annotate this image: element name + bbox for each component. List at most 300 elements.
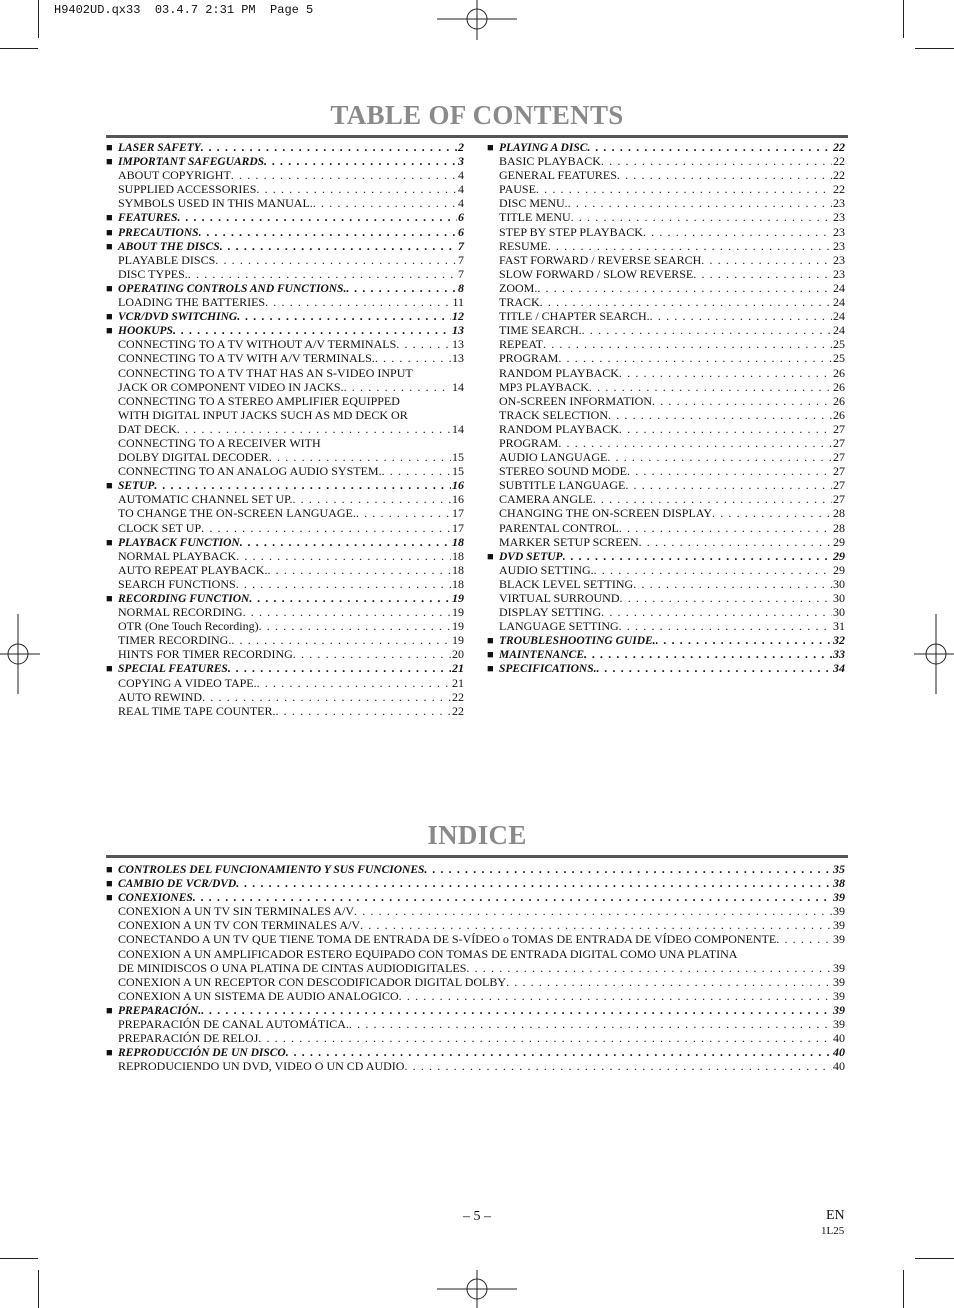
page-number: – 5 – [463, 1209, 491, 1224]
entry-page-number: 25 [833, 351, 845, 366]
entry-page-number: 24 [833, 323, 845, 338]
dot-leader [249, 591, 451, 605]
toc-entry [487, 535, 845, 549]
toc-entry [106, 196, 464, 210]
dot-leader [349, 1017, 832, 1031]
entry-page-number: 22 [833, 140, 845, 154]
entry-label: PLAYING A DISC [499, 142, 588, 154]
entry-label: DISPLAY SETTING [499, 605, 602, 620]
entry-label: CAMBIO DE VCR/DVD [118, 878, 237, 891]
toc-section-entry [487, 140, 845, 154]
toc-section-entry [106, 535, 464, 549]
toc-section-entry [106, 478, 464, 492]
toc-entry [487, 295, 845, 309]
entry-page-number: 22 [833, 154, 845, 169]
entry-label: FAST FORWARD / REVERSE SEARCH [499, 252, 702, 267]
entry-page-number: 39 [833, 1017, 845, 1032]
dot-leader [199, 225, 457, 239]
entry-page-number: 19 [452, 633, 464, 648]
entry-page-number: 27 [833, 421, 845, 436]
entry-label: WITH DIGITAL INPUT JACKS SUCH AS MD DECK OR [118, 407, 408, 422]
registration-mark-icon [0, 614, 40, 694]
toc-entry [106, 267, 464, 281]
entry-label: VIRTUAL SURROUND [499, 591, 620, 605]
entry-page-number: 18 [452, 548, 464, 563]
dot-leader [608, 408, 832, 422]
entry-page-number: 20 [452, 647, 464, 662]
entry-page-number: 40 [833, 1031, 845, 1046]
toc-entry [487, 351, 845, 365]
entry-page-number: 7 [458, 266, 464, 281]
entry-page-number: 31 [833, 619, 845, 634]
entry-label: HOOKUPS [118, 325, 173, 338]
dot-leader [596, 661, 832, 675]
entry-page-number: 14 [452, 379, 464, 394]
dot-leader [215, 253, 457, 267]
entry-page-number: 17 [452, 506, 464, 521]
entry-page-number: 22 [452, 689, 464, 704]
entry-label: DAT DECK [118, 421, 177, 436]
dot-leader [360, 918, 832, 932]
square-bullet-icon: ■ [106, 892, 113, 905]
square-bullet-icon: ■ [106, 480, 113, 493]
dot-leader [543, 337, 832, 351]
dot-leader [313, 196, 457, 210]
entry-page-number: 24 [833, 280, 845, 295]
toc-entry [487, 267, 845, 281]
toc-section-entry [106, 140, 464, 154]
crop-mark [903, 0, 904, 38]
entry-page-number: 39 [833, 1002, 845, 1017]
entry-page-number: 39 [833, 988, 845, 1003]
entry-page-number: 19 [452, 619, 464, 634]
entry-label: CONEXIONES [118, 892, 193, 905]
entry-page-number: 16 [452, 478, 464, 493]
toc-section-entry [487, 549, 845, 563]
crop-mark [38, 0, 39, 38]
entry-page-number: 3 [458, 154, 464, 169]
toc-section-entry [106, 281, 464, 295]
toc-title-rule [106, 135, 848, 138]
entry-page-number: 18 [452, 576, 464, 591]
entry-label: PREPARACIÓN DE RELOJ [118, 1031, 259, 1046]
toc-entry [487, 380, 845, 394]
entry-page-number: 11 [452, 295, 464, 310]
entry-label: RANDOM PLAYBACK [499, 365, 619, 380]
entry-page-number: 32 [833, 633, 845, 648]
dot-leader [256, 182, 457, 196]
entry-page-number: 23 [833, 238, 845, 253]
dot-leader [177, 422, 451, 436]
entry-label: CONECTANDO A UN TV QUE TIENE TOMA DE ENTRADA DE S-VÍDEO o TOMAS DE ENTRADA DE VÍDEO COMPONENTE [118, 932, 777, 947]
entry-label: TRACK SELECTION [499, 407, 608, 422]
toc-section-entry [106, 661, 464, 675]
entry-page-number: 39 [833, 904, 845, 919]
entry-page-number: 13 [452, 337, 464, 352]
entry-label: TITLE / CHAPTER SEARCH. [499, 309, 650, 324]
toc-entry [106, 690, 464, 704]
entry-label: AUDIO SETTING. [499, 562, 594, 577]
entry-page-number: 26 [833, 365, 845, 380]
dot-leader [536, 182, 832, 196]
dot-leader [712, 506, 832, 520]
square-bullet-icon: ■ [106, 878, 113, 891]
square-bullet-icon: ■ [106, 240, 113, 253]
square-bullet-icon: ■ [487, 649, 494, 662]
toc-right-column [487, 140, 845, 676]
indice-list [106, 862, 845, 1073]
toc-entry [106, 704, 464, 718]
dot-leader [589, 380, 832, 394]
toc-entry [106, 605, 464, 619]
entry-page-number: 26 [833, 407, 845, 422]
toc-entry [106, 904, 845, 918]
toc-entry [106, 182, 464, 196]
entry-label: PLAYBACK FUNCTION [118, 536, 240, 549]
entry-label: MP3 PLAYBACK [499, 379, 589, 394]
entry-label: SETUP [118, 480, 155, 493]
entry-page-number: 2 [458, 140, 464, 154]
square-bullet-icon: ■ [487, 663, 494, 676]
entry-page-number: 23 [833, 196, 845, 211]
toc-section-entry [106, 1045, 845, 1059]
entry-page-number: 27 [833, 450, 845, 465]
dot-leader [346, 281, 457, 295]
dot-leader [643, 225, 832, 239]
dot-leader [607, 450, 832, 464]
entry-page-number: 15 [452, 464, 464, 479]
entry-label: CONEXION A UN AMPLIFICADOR ESTERO EQUIPADO CON TOMAS DE ENTRADA DIGITAL COMO UNA PLATINA [118, 946, 738, 961]
entry-page-number: 26 [833, 379, 845, 394]
toc-entry [106, 1031, 845, 1045]
toc-entry [106, 633, 464, 647]
entry-page-number: 8 [458, 280, 464, 295]
toc-entry [106, 492, 464, 506]
entry-page-number: 30 [833, 591, 845, 605]
toc-section-entry [106, 239, 464, 253]
toc-section-entry [106, 1003, 845, 1017]
entry-page-number: 28 [833, 506, 845, 521]
entry-label: SUPPLIED ACCESSORIES [118, 182, 257, 197]
dot-leader [625, 478, 832, 492]
entry-label: BASIC PLAYBACK [499, 154, 601, 169]
toc-entry [106, 506, 464, 520]
entry-page-number: 12 [452, 309, 464, 324]
dot-leader [558, 351, 832, 365]
dot-leader [548, 239, 832, 253]
entry-page-number: 22 [452, 703, 464, 718]
toc-entry [487, 366, 845, 380]
entry-label: DISC TYPES. [118, 266, 188, 281]
toc-entry [487, 196, 845, 210]
entry-page-number: 22 [833, 182, 845, 197]
entry-page-number: 28 [833, 520, 845, 535]
dot-leader [240, 535, 451, 549]
dot-leader [154, 478, 451, 492]
entry-label: ON-SCREEN INFORMATION [499, 393, 653, 408]
entry-page-number: 40 [833, 1045, 845, 1060]
dot-leader [259, 619, 451, 633]
toc-entry [106, 961, 845, 975]
dot-leader [563, 549, 832, 563]
entry-label: TO CHANGE THE ON-SCREEN LANGUAGE. [118, 506, 356, 521]
document-code: 1L25 [821, 1225, 845, 1237]
dot-leader [188, 267, 457, 281]
dot-leader [776, 932, 832, 946]
dot-leader [292, 492, 451, 506]
entry-label: COPYING A VIDEO TAPE. [118, 675, 257, 690]
entry-label: DOLBY DIGITAL DECODER [118, 450, 269, 465]
crop-mark [915, 48, 954, 49]
toc-section-entry [106, 890, 845, 904]
entry-label: NORMAL RECORDING [118, 605, 243, 620]
crop-mark [915, 1258, 954, 1259]
entry-page-number: 18 [452, 534, 464, 549]
dot-leader [619, 366, 832, 380]
toc-section-entry [106, 309, 464, 323]
entry-page-number: 24 [833, 309, 845, 324]
entry-label: OPERATING CONTROLS AND FUNCTIONS. [118, 282, 347, 295]
toc-entry [487, 337, 845, 351]
entry-page-number: 6 [458, 210, 464, 225]
entry-label: MAINTENANCE [499, 649, 584, 662]
entry-label: LANGUAGE SETTING [499, 619, 619, 634]
square-bullet-icon: ■ [106, 212, 113, 225]
toc-section-entry [106, 323, 464, 337]
entry-label: VCR/DVD SWITCHING [118, 311, 238, 324]
dot-leader [258, 1031, 832, 1045]
dot-leader [269, 450, 451, 464]
dot-leader [540, 295, 832, 309]
toc-entry [106, 521, 464, 535]
entry-label: ZOOM. [499, 280, 538, 295]
entry-label: AUTO REPEAT PLAYBACK. [118, 562, 268, 577]
entry-label: STEREO SOUND MODE [499, 464, 628, 479]
toc-entry [487, 253, 845, 267]
entry-page-number: 7 [458, 252, 464, 267]
entry-page-number: 22 [833, 168, 845, 183]
dot-leader [701, 253, 832, 267]
entry-label: MARKER SETUP SCREEN [499, 534, 639, 549]
entry-label: DE MINIDISCOS O UNA PLATINA DE CINTAS AUDIODIGITALES [118, 960, 467, 975]
toc-entry [487, 394, 845, 408]
dot-leader [201, 521, 451, 535]
dot-leader [633, 577, 832, 591]
entry-page-number: 40 [833, 1059, 845, 1074]
entry-label: CONEXION A UN TV SIN TERMINALES A/V [118, 904, 355, 919]
entry-label: PRECAUTIONS [118, 226, 199, 239]
toc-entry [106, 918, 845, 932]
entry-label: NORMAL PLAYBACK [118, 548, 237, 563]
indice-title: INDICE [427, 820, 527, 850]
entry-label: CONNECTING TO A TV WITHOUT A/V TERMINALS [118, 337, 397, 352]
toc-entry [106, 1059, 845, 1073]
dot-leader [639, 535, 832, 549]
dot-leader [584, 647, 832, 661]
toc-entry [106, 975, 845, 989]
entry-label: ABOUT THE DISCS [118, 240, 220, 253]
toc-entry [106, 989, 845, 1003]
dot-leader [601, 154, 832, 168]
square-bullet-icon: ■ [106, 325, 113, 338]
toc-title: TABLE OF CONTENTS [330, 100, 624, 130]
entry-label: REPRODUCIENDO UN DVD, VIDEO O UN CD AUDIO [118, 1059, 405, 1074]
toc-entry [487, 323, 845, 337]
entry-page-number: 23 [833, 252, 845, 267]
entry-page-number: 27 [833, 478, 845, 493]
entry-label: RANDOM PLAYBACK [499, 421, 619, 436]
dot-leader [571, 210, 832, 224]
entry-label: CONEXION A UN SISTEMA DE AUDIO ANALOGICO [118, 988, 399, 1003]
entry-label: PLAYABLE DISCS [118, 252, 216, 267]
entry-label: RESUME [499, 238, 548, 253]
dot-leader [404, 1059, 832, 1073]
entry-page-number: 33 [833, 647, 845, 662]
square-bullet-icon: ■ [106, 1004, 113, 1017]
toc-entry [106, 253, 464, 267]
dot-leader [237, 309, 451, 323]
toc-entry [487, 436, 845, 450]
entry-page-number: 17 [452, 520, 464, 535]
entry-label: STEP BY STEP PLAYBACK [499, 224, 643, 239]
entry-page-number: 23 [833, 224, 845, 239]
dot-leader [265, 295, 451, 309]
square-bullet-icon: ■ [106, 282, 113, 295]
entry-label: TIME SEARCH. [499, 323, 582, 338]
dot-leader [356, 506, 451, 520]
toc-entry [487, 492, 845, 506]
entry-label: JACK OR COMPONENT VIDEO IN JACKS. [118, 379, 344, 394]
toc-section-entry [106, 225, 464, 239]
entry-label: REPRODUCCIÓN DE UN DISCO [118, 1047, 286, 1060]
toc-entry [487, 182, 845, 196]
entry-label: PREPARACIÓN DE CANAL AUTOMÁTICA. [118, 1017, 349, 1032]
entry-label: CONNECTING TO A STEREO AMPLIFIER EQUIPPED [118, 393, 400, 408]
toc-entry [106, 932, 845, 946]
dot-leader [382, 464, 451, 478]
entry-label: AUTO REWIND [118, 689, 203, 704]
indice-title-rule [106, 855, 848, 858]
entry-label: PROGRAM [499, 351, 559, 366]
dot-leader [202, 690, 451, 704]
toc-entry [487, 422, 845, 436]
toc-section-entry [106, 210, 464, 224]
entry-page-number: 39 [833, 890, 845, 905]
dot-leader [619, 619, 832, 633]
dot-leader [201, 140, 457, 154]
dot-leader [243, 605, 451, 619]
entry-label: SUBTITLE LANGUAGE [499, 478, 626, 493]
dot-leader [594, 563, 832, 577]
dot-leader [193, 890, 832, 904]
toc-entry [106, 351, 464, 365]
square-bullet-icon: ■ [106, 663, 113, 676]
square-bullet-icon: ■ [106, 864, 113, 876]
square-bullet-icon: ■ [106, 226, 113, 239]
entry-label: PARENTAL CONTROL [499, 520, 619, 535]
toc-entry [106, 619, 464, 633]
dot-leader [652, 394, 832, 408]
dot-leader [620, 591, 832, 605]
toc-entry [487, 408, 845, 422]
toc-entry [106, 676, 464, 690]
toc-entry [106, 380, 464, 394]
dot-leader [344, 380, 451, 394]
toc-entry [487, 605, 845, 619]
entry-page-number: 27 [833, 464, 845, 479]
entry-page-number: 39 [833, 960, 845, 975]
toc-entry [487, 591, 845, 605]
entry-page-number: 14 [452, 421, 464, 436]
dot-leader [275, 704, 451, 718]
entry-page-number: 24 [833, 295, 845, 310]
entry-label: OTR (One Touch Recording) [118, 619, 259, 634]
toc-entry [106, 450, 464, 464]
entry-page-number: 19 [452, 605, 464, 620]
entry-page-number: 4 [458, 168, 464, 183]
entry-page-number: 27 [833, 435, 845, 450]
entry-page-number: 25 [833, 337, 845, 352]
entry-label: PROGRAM [499, 435, 559, 450]
toc-entry [487, 168, 845, 182]
dot-leader [231, 633, 451, 647]
entry-page-number: 23 [833, 266, 845, 281]
dot-leader [220, 239, 457, 253]
dot-leader [236, 549, 451, 563]
toc-entry [487, 309, 845, 323]
entry-label: SEARCH FUNCTIONS [118, 576, 236, 591]
entry-label: TITLE MENU [499, 210, 571, 225]
toc-entry [487, 450, 845, 464]
entry-label: PAUSE [499, 182, 536, 197]
toc-entry [106, 563, 464, 577]
dot-leader [173, 323, 451, 337]
dot-leader [236, 876, 832, 890]
registration-mark-icon [914, 614, 954, 694]
dot-leader [177, 210, 457, 224]
square-bullet-icon: ■ [487, 550, 494, 563]
toc-left-column [106, 140, 464, 718]
crop-mark [38, 1270, 39, 1308]
toc-section-entry [106, 862, 845, 876]
toc-entry [106, 647, 464, 661]
entry-page-number: 19 [452, 591, 464, 605]
square-bullet-icon: ■ [487, 635, 494, 648]
entry-label: CAMERA ANGLE [499, 492, 593, 507]
toc-entry [487, 478, 845, 492]
dot-leader [228, 661, 451, 675]
entry-page-number: 4 [458, 182, 464, 197]
dot-leader [619, 521, 832, 535]
entry-label: SYMBOLS USED IN THIS MANUAL. [118, 196, 313, 211]
dot-leader [593, 492, 832, 506]
entry-page-number: 39 [833, 932, 845, 947]
square-bullet-icon: ■ [106, 142, 113, 154]
dot-leader [587, 140, 832, 154]
toc-section-entry [487, 647, 845, 661]
toc-entry [106, 464, 464, 478]
entry-page-number: 29 [833, 548, 845, 563]
crop-mark [0, 48, 38, 49]
entry-label: AUDIO LANGUAGE [499, 450, 608, 465]
toc-entry [106, 394, 464, 408]
entry-page-number: 39 [833, 918, 845, 933]
entry-page-number: 21 [452, 675, 464, 690]
dot-leader [656, 633, 832, 647]
dot-leader [601, 605, 832, 619]
entry-page-number: 38 [833, 876, 845, 891]
entry-page-number: 29 [833, 534, 845, 549]
